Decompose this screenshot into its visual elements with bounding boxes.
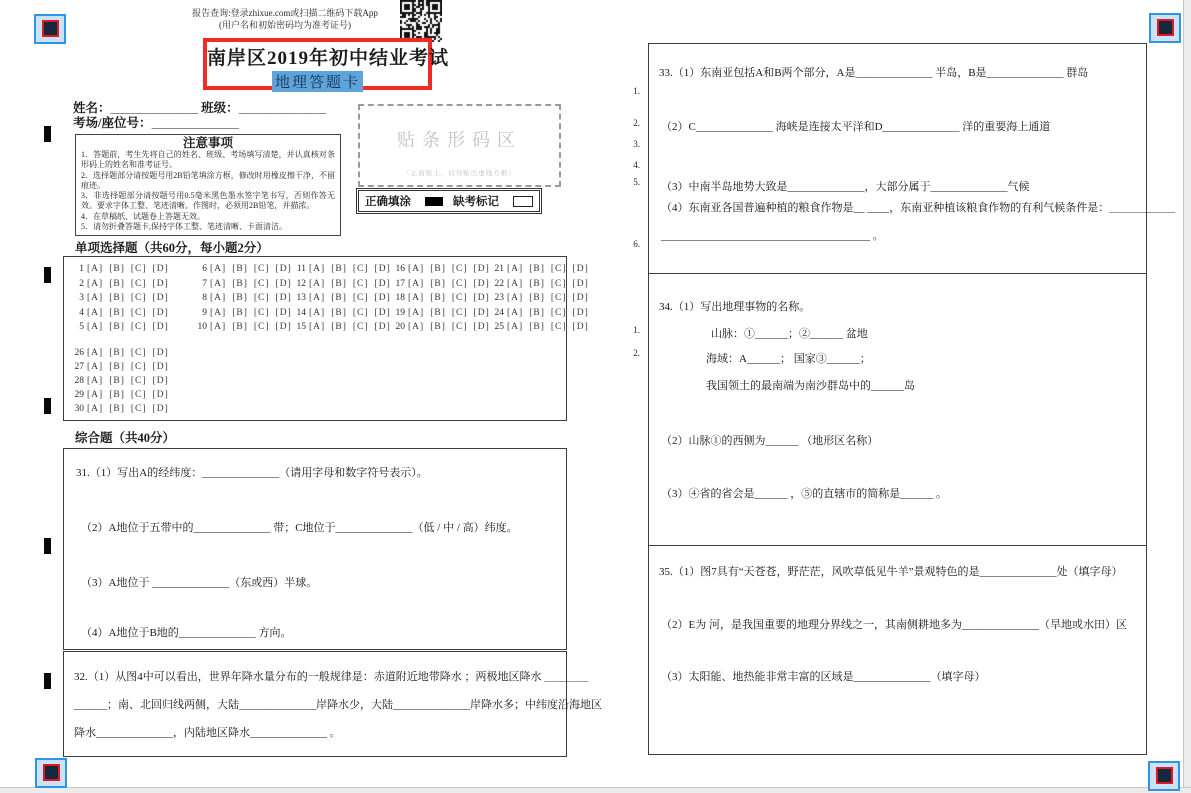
mc-bubble-13-A[interactable]: [A] [309,293,326,303]
mc-question-29 [71,390,175,400]
barcode-area-hint: （正面贴上，切勿贴出虚线方框） [403,170,516,177]
q34-line: （3）④省的省会是______ ，⑤的直辖市的简称是______ 。 [661,488,947,500]
mc-bubble-30-B[interactable]: [B] [109,404,125,414]
mc-question-19 [392,308,496,318]
margin-number: 4. [633,160,640,170]
mc-question-number: 17 [395,278,405,289]
mc-bubble-17-D[interactable]: [D] [473,278,490,289]
mc-bubble-26-D[interactable]: [D] [152,348,169,358]
mc-bubble-2-D[interactable]: [D] [152,278,169,289]
q33-line: （4）东南亚各国普遍种植的粮食作物是__ ____，东南亚种植该粮食作物的有利气候条件是：＿＿＿＿＿＿ [661,202,1176,214]
class-label: 班级： [201,101,239,115]
margin-number: 6. [633,239,640,249]
mc-bubble-14-A[interactable]: [A] [309,307,326,318]
mc-bubble-4-A[interactable]: [A] [87,307,104,318]
mc-bubble-20-D[interactable]: [D] [473,322,490,332]
mc-question-13 [293,293,397,303]
mc-bubble-30-A[interactable]: [A] [87,404,104,414]
mc-bubble-27-A[interactable]: [A] [87,362,104,372]
mc-bubble-24-C[interactable]: [C] [550,307,567,318]
mc-bubble-6-D[interactable]: [D] [275,264,292,274]
mc-bubble-5-A[interactable]: [A] [87,322,104,332]
q35-line: 35.（1）图7具有“天苍苍，野茫茫，风吹草低见牛羊”景观特色的是______________处（填字母） [659,566,1123,578]
scan-edge-bottom [0,787,1191,793]
timing-mark [44,398,51,414]
corner-marker-top-left [34,14,66,44]
mc-bubble-28-D[interactable]: [D] [152,376,169,386]
mc-question-number: 25 [494,322,504,332]
exam-title: 南岸区2019年初中结业考试 [207,48,450,69]
notice-box [75,134,341,236]
mc-bubble-15-A[interactable]: [A] [309,322,326,332]
mc-bubble-15-D[interactable]: [D] [374,322,391,332]
mc-question-12 [293,279,397,289]
mc-bubble-19-D[interactable]: [D] [473,307,490,318]
mc-bubble-3-C[interactable]: [C] [130,293,147,303]
mc-question-number: 21 [494,264,504,274]
notice-line: 2．选择题部分请按题号用2B铅笔填涂方框，修改时用橡皮擦干净，不留痕迹。 [81,170,335,190]
mc-bubble-22-C[interactable]: [C] [550,278,567,289]
registration-mark-icon [1156,767,1173,784]
mc-bubble-27-B[interactable]: [B] [109,362,125,372]
mc-question-15 [293,322,397,332]
mc-question-number: 10 [197,322,207,332]
mc-bubble-11-D[interactable]: [D] [374,264,391,274]
mc-question-number: 3 [79,293,84,303]
mc-bubble-1-C[interactable]: [C] [130,264,147,274]
mc-bubble-21-A[interactable]: [A] [507,264,524,274]
q35-line: （2）E为 河，是我国重要的地理分界线之一，其南侧耕地多为______________（旱地或水田）区 [661,619,1127,631]
mc-bubble-12-A[interactable]: [A] [309,278,326,289]
mc-bubble-12-D[interactable]: [D] [374,278,391,289]
q33-line: （2）C______________ 海峡是连接太平洋和D______________ 洋的重要海上通道 [661,121,1051,133]
notice-line: 1．答题前，考生先将自己的姓名、班级、考场填写清楚，并认真核对条形码上的姓名和准考证号。 [81,150,335,170]
mc-bubble-27-C[interactable]: [C] [130,362,147,372]
mc-bubble-16-B[interactable]: [B] [430,264,446,274]
mc-bubble-26-A[interactable]: [A] [87,348,104,358]
mc-question-10 [194,322,298,332]
mc-bubble-23-D[interactable]: [D] [572,293,589,303]
mc-question-number: 13 [296,293,306,303]
question-33-box [648,43,1176,275]
mc-bubble-11-A[interactable]: [A] [309,264,326,274]
empty-mark-icon [513,196,533,207]
registration-mark-icon [1157,19,1174,36]
mc-bubble-28-C[interactable]: [C] [130,376,147,386]
mc-bubble-24-A[interactable]: [A] [507,307,524,318]
mc-bubble-14-C[interactable]: [C] [352,307,369,318]
mc-bubble-9-C[interactable]: [C] [253,307,270,318]
mc-bubble-21-B[interactable]: [B] [529,264,545,274]
mc-bubble-7-A[interactable]: [A] [210,278,227,289]
margin-number: 3. [633,139,640,149]
mc-bubble-29-D[interactable]: [D] [152,390,169,400]
mc-bubble-29-A[interactable]: [A] [87,390,104,400]
mc-bubble-8-C[interactable]: [C] [253,293,270,303]
notice-line: 3．非选择题部分请按题号用0.5毫米黑色墨水签字笔书写，否则作答无效。要求字体工整、笔迹清晰。作图时，必须用2B铅笔，并描浓。 [81,191,335,211]
mc-bubble-22-B[interactable]: [B] [529,278,545,289]
mc-bubble-5-D[interactable]: [D] [152,322,169,332]
mc-bubble-2-C[interactable]: [C] [130,278,147,289]
report-query-line1: 报告查询:登录zhixue.com或扫描二维码下载App [192,8,378,18]
mc-bubble-6-B[interactable]: [B] [232,264,248,274]
timing-mark [44,267,51,283]
mc-bubble-18-D[interactable]: [D] [473,293,490,303]
q33-line: ______________________________________ 。 [661,230,884,242]
mc-question-number: 19 [395,307,405,318]
mc-question-7 [194,279,298,289]
mc-question-number: 29 [74,390,84,400]
margin-number: 1. [633,325,640,335]
mc-question-9 [194,308,298,318]
mc-bubble-11-C[interactable]: [C] [352,264,369,274]
mc-bubble-10-A[interactable]: [A] [210,322,227,332]
mc-question-26 [71,348,175,358]
mc-bubble-4-C[interactable]: [C] [130,307,147,318]
notice-title: 注意事项 [182,136,233,150]
mc-question-27 [71,362,175,372]
mc-question-17 [392,279,496,289]
mc-question-number: 9 [202,307,207,318]
mc-bubble-28-A[interactable]: [A] [87,376,104,386]
mc-bubble-25-B[interactable]: [B] [529,322,545,332]
filled-mark-icon [425,197,443,206]
mc-question-3 [71,293,175,303]
mc-question-21 [491,264,595,274]
mc-question-20 [392,322,496,332]
mc-bubble-17-C[interactable]: [C] [451,278,468,289]
mc-bubble-7-C[interactable]: [C] [253,278,270,289]
report-query-line2: (用户名和初始密码均为准考证号) [219,20,351,30]
q34-line: （2）山脉①的西侧为______ （地形区名称） [661,435,879,447]
mc-question-28 [71,376,175,386]
mc-question-8 [194,293,298,303]
mc-bubble-24-D[interactable]: [D] [572,307,589,318]
mc-bubble-13-C[interactable]: [C] [352,293,369,303]
mc-bubble-9-A[interactable]: [A] [210,307,227,318]
mc-question-number: 5 [79,322,84,332]
mc-bubble-19-C[interactable]: [C] [451,307,468,318]
timing-mark [44,126,51,142]
mc-bubble-5-B[interactable]: [B] [109,322,125,332]
mc-bubble-29-B[interactable]: [B] [109,390,125,400]
mc-bubble-25-C[interactable]: [C] [550,322,567,332]
mc-bubble-4-B[interactable]: [B] [109,307,125,318]
mc-bubble-19-A[interactable]: [A] [408,307,425,318]
margin-number: 2. [633,118,640,128]
mc-question-30 [71,404,175,414]
mc-question-6 [194,264,298,274]
q35-line: （3）太阳能、地热能非常丰富的区域是______________（填字母） [661,671,986,683]
q32-line: 降水______________，内陆地区降水______________ 。 [74,727,341,739]
title-highlight-box [203,38,450,91]
mc-question-number: 4 [79,307,84,318]
question-32-box [63,651,602,757]
q32-line: 32.（1）从图4中可以看出，世界年降水量分布的一般规律是：赤道附近地带降水 ；两极地区降水 ＿＿＿＿ [74,671,589,683]
mc-question-25 [491,322,595,332]
margin-number: 1. [633,86,640,96]
mc-question-24 [491,308,595,318]
mc-bubble-23-B[interactable]: [B] [529,293,545,303]
mc-bubble-6-C[interactable]: [C] [253,264,270,274]
qr-code-icon [400,0,442,42]
mc-bubble-11-B[interactable]: [B] [331,264,347,274]
mc-question-1 [71,264,175,274]
mc-bubble-3-B[interactable]: [B] [109,293,125,303]
mc-question-11 [293,264,397,274]
mc-question-22 [491,279,595,289]
mc-section-heading: 单项选择题（共60分，每小题2分） [75,241,269,255]
mc-question-number: 2 [79,278,84,289]
mc-bubble-9-B[interactable]: [B] [232,307,248,318]
q34-line: 34.（1）写出地理事物的名称。 [659,301,811,313]
seat-label: 考场/座位号： [73,116,152,130]
mc-question-number: 27 [74,362,84,372]
mc-answer-grid [63,256,589,421]
q34-line: 山脉：①______；②______ 盆地 [711,328,868,340]
mc-bubble-13-D[interactable]: [D] [374,293,391,303]
mc-bubble-24-B[interactable]: [B] [529,307,545,318]
mc-bubble-14-D[interactable]: [D] [374,307,391,318]
mc-bubble-25-D[interactable]: [D] [572,322,589,332]
mc-bubble-3-A[interactable]: [A] [87,293,104,303]
mc-bubble-8-A[interactable]: [A] [210,293,227,303]
q33-line: 33.（1）东南亚包括A和B两个部分，A是______________ 半岛，B是______________ 群岛 [659,67,1089,79]
mc-bubble-2-A[interactable]: [A] [87,278,104,289]
sheet-subtitle-selection-highlight: 地理答题卡 [272,71,363,92]
barcode-area-title: 贴条形码区 [397,130,522,150]
mc-bubble-14-B[interactable]: [B] [331,307,347,318]
mc-bubble-7-B[interactable]: [B] [232,278,248,289]
mc-question-number: 11 [296,264,306,274]
mc-bubble-29-C[interactable]: [C] [130,390,147,400]
notice-line: 5．请勿折叠答题卡,保持字体工整、笔迹清晰、卡面清洁。 [81,222,287,232]
mc-bubble-17-B[interactable]: [B] [430,278,446,289]
mc-bubble-12-C[interactable]: [C] [352,278,369,289]
corner-marker-bottom-right [1148,761,1180,791]
mc-question-number: 16 [395,264,405,274]
mc-bubble-21-C[interactable]: [C] [550,264,567,274]
q31-line: （4）A地位于B地的______________ 方向。 [81,627,292,639]
scan-edge-right [1183,0,1191,793]
mc-question-number: 22 [494,278,504,289]
mc-question-number: 8 [202,293,207,303]
question-35-box [648,545,1147,755]
mc-bubble-16-A[interactable]: [A] [408,264,425,274]
mc-bubble-15-C[interactable]: [C] [352,322,369,332]
mc-question-number: 24 [494,307,504,318]
mc-bubble-23-A[interactable]: [A] [507,293,524,303]
mc-bubble-22-D[interactable]: [D] [572,278,589,289]
correct-fill-label: 正确填涂 [365,196,411,208]
mc-bubble-1-A[interactable]: [A] [87,264,104,274]
seat-blank-field[interactable]: ＿＿＿＿＿＿＿ [151,116,239,130]
mc-question-2 [71,279,175,289]
mc-question-number: 15 [296,322,306,332]
mc-bubble-16-D[interactable]: [D] [473,264,490,274]
mc-bubble-10-B[interactable]: [B] [232,322,248,332]
mc-question-number: 7 [202,278,207,289]
registration-mark-icon [43,764,60,781]
mc-bubble-26-C[interactable]: [C] [130,348,147,358]
mc-bubble-5-C[interactable]: [C] [130,322,147,332]
margin-number: 5. [633,177,640,187]
mc-bubble-21-D[interactable]: [D] [572,264,589,274]
mc-bubble-8-D[interactable]: [D] [275,293,292,303]
mc-bubble-17-A[interactable]: [A] [408,278,425,289]
mc-question-number: 26 [74,348,84,358]
timing-mark [44,538,51,554]
mc-bubble-25-A[interactable]: [A] [507,322,524,332]
mc-bubble-18-A[interactable]: [A] [408,293,425,303]
corner-marker-top-right [1149,13,1181,43]
margin-number: 2. [633,348,640,358]
mc-question-4 [71,308,175,318]
mc-bubble-8-B[interactable]: [B] [232,293,248,303]
mc-question-number: 20 [395,322,405,332]
fill-mark-legend [358,190,540,212]
name-blank-field[interactable]: ＿＿＿＿＿＿＿ [110,101,199,115]
name-label: 姓名： [73,101,111,115]
mc-question-number: 30 [74,404,84,414]
mc-bubble-12-B[interactable]: [B] [331,278,347,289]
mc-bubble-7-D[interactable]: [D] [275,278,292,289]
mc-question-number: 18 [395,293,405,303]
mc-question-14 [293,308,397,318]
mc-bubble-20-C[interactable]: [C] [451,322,468,332]
question-31-box [63,448,567,650]
mc-bubble-2-B[interactable]: [B] [109,278,125,289]
mc-question-number: 12 [296,278,306,289]
registration-mark-icon [42,20,59,37]
mc-bubble-22-A[interactable]: [A] [507,278,524,289]
mc-question-18 [392,293,496,303]
mc-bubble-10-D[interactable]: [D] [275,322,292,332]
mc-bubble-1-B[interactable]: [B] [109,264,125,274]
question-34-box [648,273,1147,547]
q33-line: （3）中南半岛地势大致是______________，大部分属于______________气候 [661,181,1030,193]
q34-line: 我国领土的最南端为南沙群岛中的______岛 [706,380,915,392]
mc-bubble-9-D[interactable]: [D] [275,307,292,318]
class-blank-field[interactable]: ＿＿＿＿＿＿＿ [238,101,327,115]
mc-bubble-28-B[interactable]: [B] [109,376,125,386]
mc-question-23 [491,293,595,303]
barcode-paste-area [358,104,561,187]
mc-bubble-3-D[interactable]: [D] [152,293,169,303]
essay-section-heading: 综合题（共40分） [75,431,176,445]
mc-bubble-30-C[interactable]: [C] [130,404,147,414]
mc-bubble-18-B[interactable]: [B] [430,293,446,303]
mc-bubble-16-C[interactable]: [C] [451,264,468,274]
mc-bubble-27-D[interactable]: [D] [152,362,169,372]
timing-mark [44,673,51,689]
mc-question-number: 1 [79,264,84,274]
mc-bubble-20-B[interactable]: [B] [430,322,446,332]
mc-question-number: 28 [74,376,84,386]
q34-line: 海域：A______； 国家③______； [706,353,871,365]
absent-mark-label: 缺考标记 [453,196,499,208]
mc-question-number: 23 [494,293,504,303]
mc-bubble-6-A[interactable]: [A] [210,264,227,274]
mc-bubble-10-C[interactable]: [C] [253,322,270,332]
mc-bubble-23-C[interactable]: [C] [550,293,567,303]
q32-line: ______；南、北回归线两侧，大陆______________岸降水少，大陆______________岸降水多；中纬度沿海地区 [74,699,602,711]
q31-line: （2）A地位于五带中的______________ 带；C地位于______________（低 / 中 / 高）纬度。 [81,522,518,534]
corner-marker-bottom-left [35,758,67,788]
q31-line: （3）A地位于 ______________（东或西）半球。 [81,577,318,589]
mc-bubble-30-D[interactable]: [D] [152,404,169,414]
mc-question-number: 6 [202,264,207,274]
mc-bubble-20-A[interactable]: [A] [408,322,425,332]
mc-bubble-4-D[interactable]: [D] [152,307,169,318]
mc-bubble-13-B[interactable]: [B] [331,293,347,303]
mc-question-16 [392,264,496,274]
mc-question-number: 14 [296,307,306,318]
mc-bubble-1-D[interactable]: [D] [152,264,169,274]
mc-question-5 [71,322,175,332]
mc-bubble-19-B[interactable]: [B] [430,307,446,318]
mc-bubble-18-C[interactable]: [C] [451,293,468,303]
notice-line: 4．在草稿纸、试题卷上答题无效。 [81,211,205,221]
mc-bubble-15-B[interactable]: [B] [331,322,347,332]
mc-bubble-26-B[interactable]: [B] [109,348,125,358]
q31-line: 31.（1）写出A的经纬度：______________（请用字母和数字符号表示）。 [76,467,428,479]
